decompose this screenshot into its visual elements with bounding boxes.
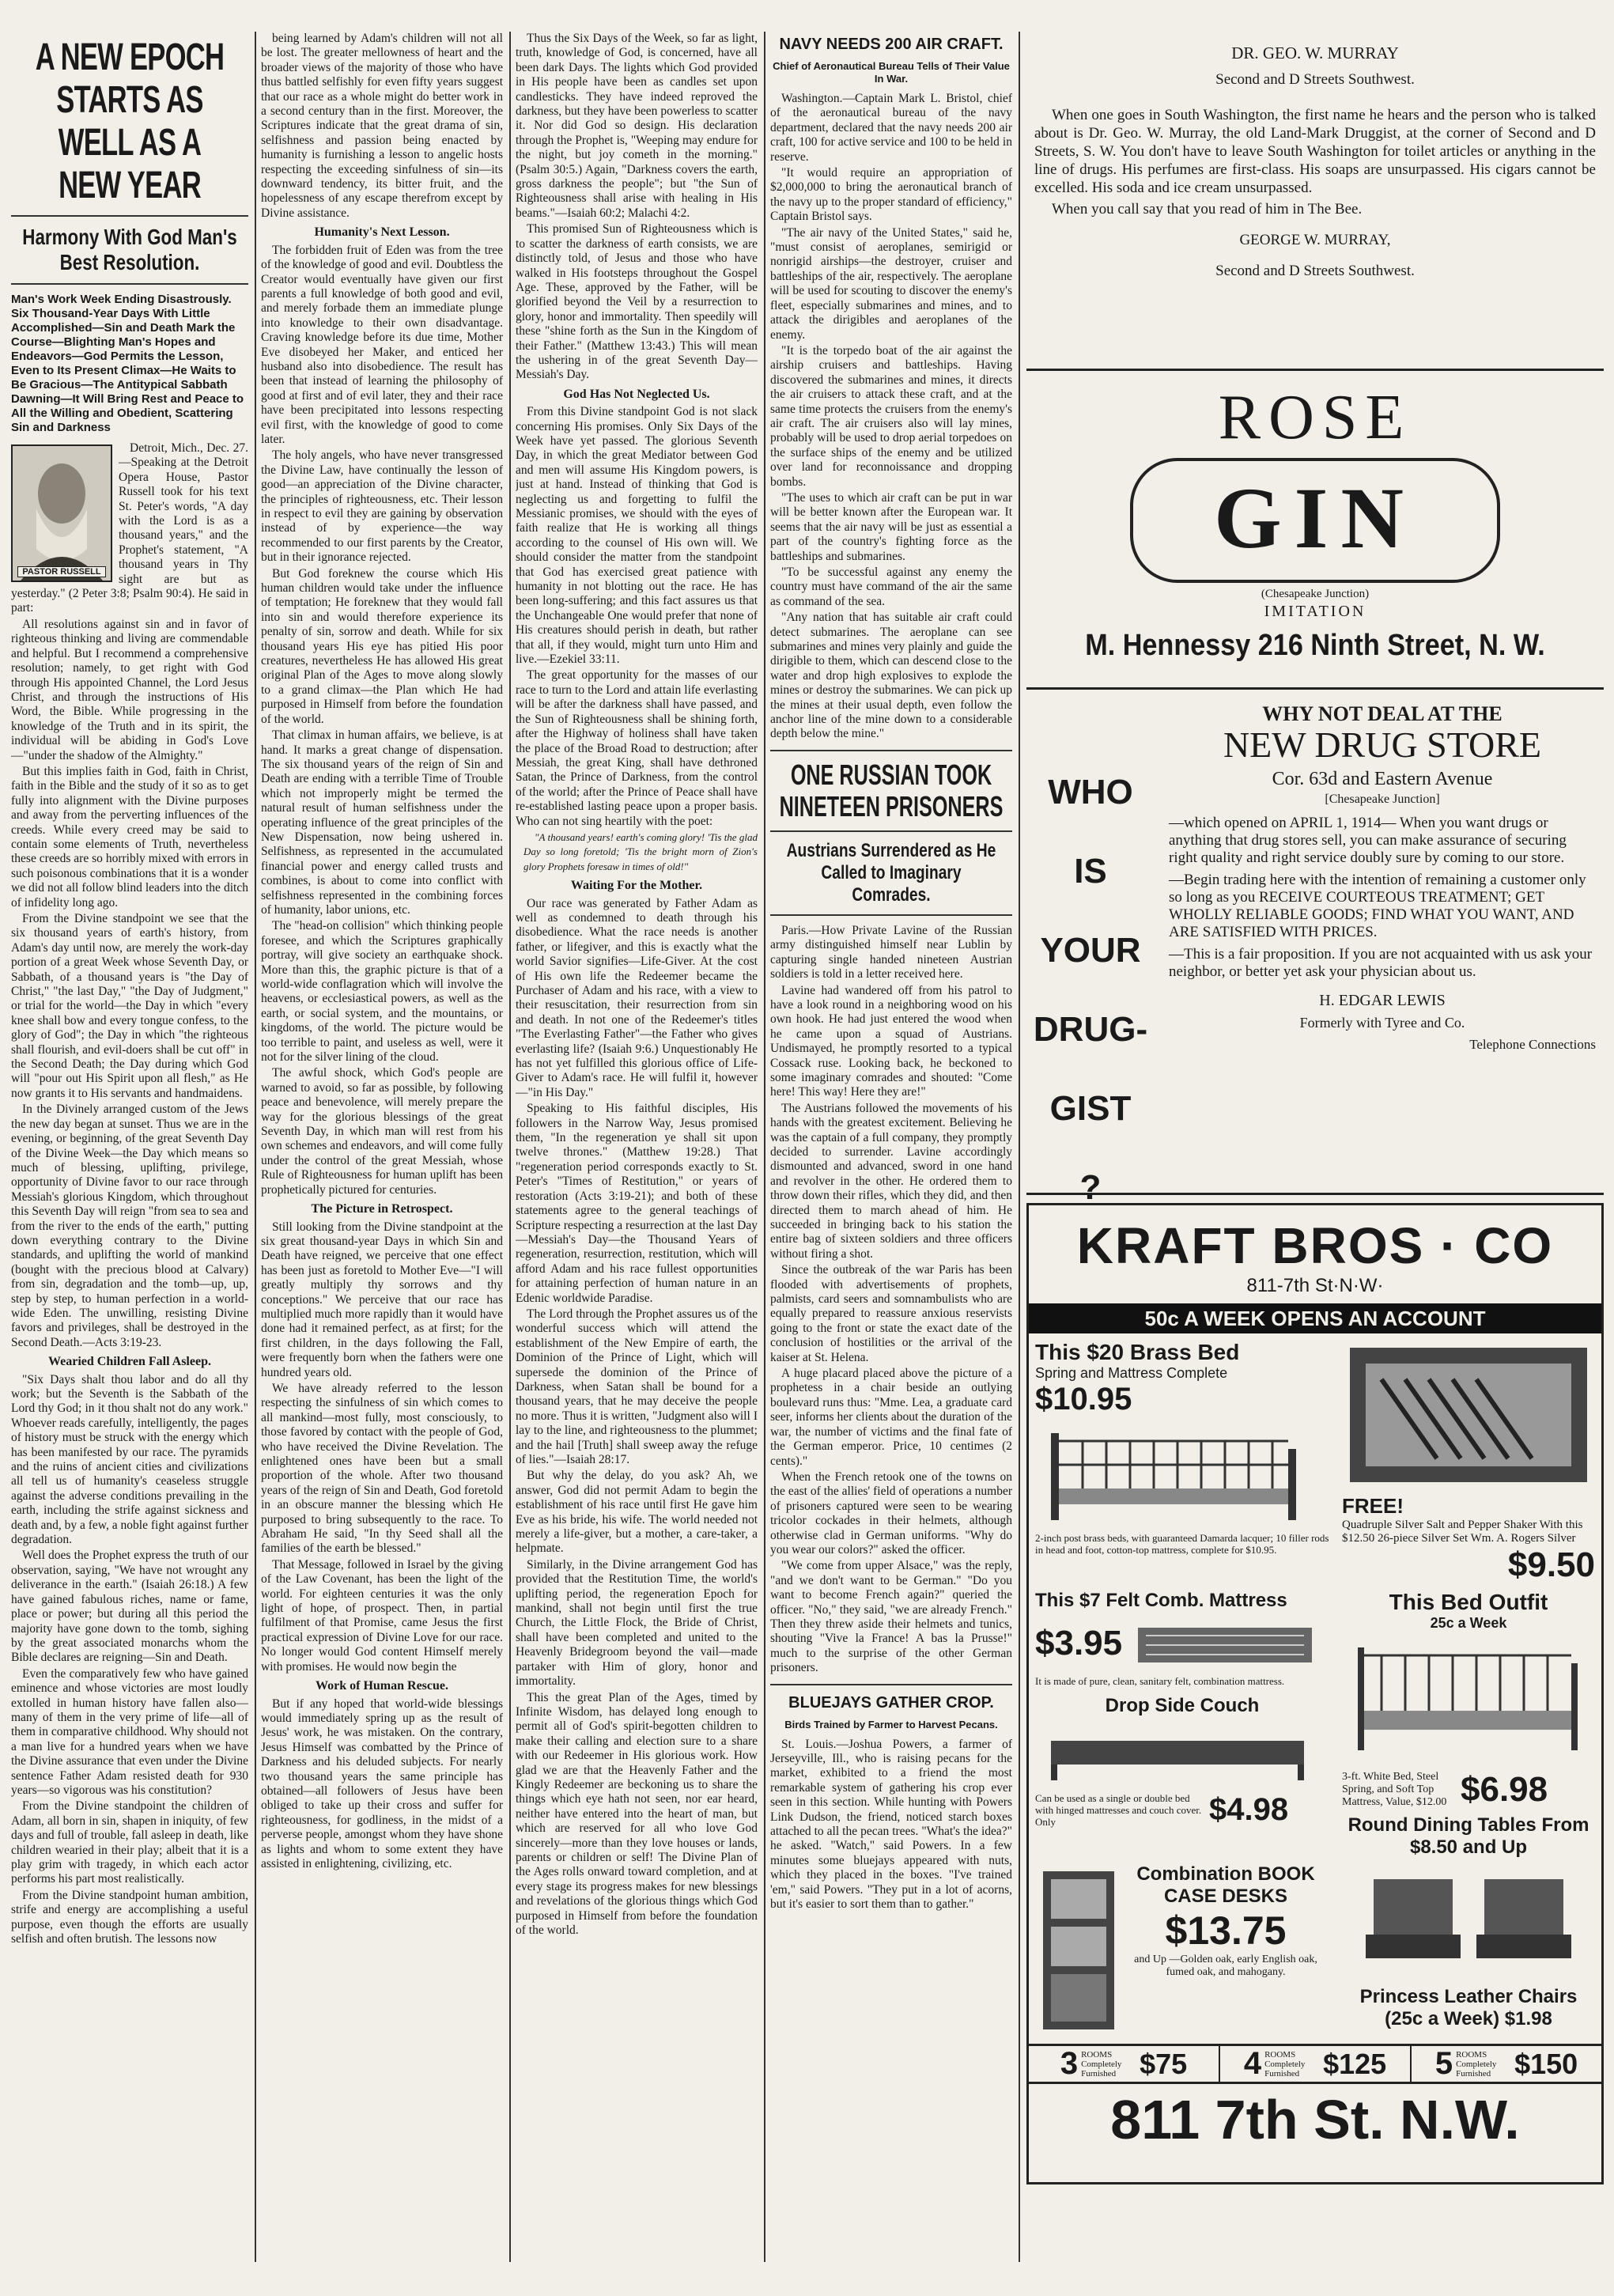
paragraph: "We come from upper Alsace," was the reply, "and we don't want to be German." "Do you want to become French again?" queried the officer. "No," they said, "we are already French." Then they threw aside their helmets and tunics, shouting "Vive la France! A bas la Prusse!" much to the surprise of the other German prisoners. [770,1559,1012,1675]
paragraph: The "head-on collision" which thinking people foresee, and which the Scriptures graphically portray, will give society an earthquake shock. More than this, the graphic picture is that of a world-wide conflagration which will involve the heavens, or ecclesiastical powers, as well as the earth, or social system, and the mountains, or kingdoms, of the world. The picture would be too terrible to paint, and useless as well, were it not for the silver lining of the cloud. [261,919,503,1065]
outfit-sub: 25c a Week [1430,1615,1507,1631]
kraft-chairs [1336,1863,1601,2037]
paragraph: "To be successful against any enemy the country must have command of the air the same as command of the sea. [770,565,1012,608]
ad-column [1026,32,1604,2270]
paragraph: The awful shock, which God's people are warned to avoid, so far as possible, by following peace and benevolence, will merely prepare the way for the glorious blessings of the great Seventh Day, in which man will rest from his own schemes and endeavors, and will come fully under the control of the great Messiah, whose Rule of Righteousness for human uplift has been prophetically pictured for centuries. [261,1066,503,1197]
paragraph: "Six Days shalt thou labor and do all thy work; but the Seventh is the Sabbath of the Lord thy God; in it thou shalt not do any work." Whoever reads carefully, intelligently, the pages of history must be struck with the energy which has been manifested by our race. The pyramids and the ruins of ancient cities and civilizations all tell us of humanity's ceaseless struggle against the adverse conditions prevailing in the earth, including the strife against sickness and death and, by a few, a noble fight against further degradation. [11,1372,248,1547]
outfit-title: This Bed Outfit [1389,1590,1548,1614]
paragraph: But God foreknew the course which His human children would take under the influence of temptation; He foreknew that they would fall into sin and would therefore experience its penalty of sin, sorrow and death. While for six thousand years His eye has pitied His poor creatures, nevertheless He has allowed His great original Plan of the Ages to move along slowly to a grand climax—the Plan which He had purposed in Himself from before the foundation of the world. [261,566,503,726]
chairs-title: Princess Leather Chairs (25c a Week) $1.98 [1359,1986,1578,2029]
kraft-address: 811-7th St·N·W· [1246,1275,1384,1296]
kraft-room-offer [1220,2046,1412,2082]
kraft-footer: 811 7th St. N.W. [1110,2089,1520,2150]
kraft-banner: 50c A WEEK OPENS AN ACCOUNT [1029,1303,1601,1333]
kraft-row-1 [1029,1340,1601,1585]
paragraph: The Lord through the Prophet assures us of the wonderful success which will attend the establishment of the New Empire of earth, the Dominion of the Prince of Light, which will supersede the dominion of the Prince of Darkness, when Satan shall be bound for a thousand years, that he may deceive the people no more. Thus it is written, "Judgment also will I lay to the line, and righteousness to the plummet; and the hail [Truth] shall sweep away the refuge of lies."—Isaiah 28:17. [516,1307,758,1466]
drug-left-word: GIST [1049,1089,1132,1128]
bed-title: This $20 Brass Bed [1035,1340,1240,1364]
kraft-bed-outfit [1336,1590,1601,1859]
paragraph: The Austrians followed the movements of his hands with the greatest excitement. Believing he was the captain of a full company, they promptly decided to surrender. Lavine accordingly dismounted and advanced, sword in one hand and revolver in the other. He ordered them to throw down their rifles, which they did, and then directed them to march ahead of him. He succeeded in bringing back to his station the entire bag of sixteen soldiers and three officers without firing a shot. [770,1101,1012,1261]
drug-left-word: DRUG- [1033,1010,1148,1049]
kraft-room-offer [1029,2046,1220,2082]
room-price: $75 [1140,2047,1188,2080]
headline-bluejays: BLUEJAYS GATHER CROP. [788,1693,994,1712]
kraft-bookcase [1029,1863,1336,2037]
paragraph: Well does the Prophet express the truth of our observation, saying, "We have not wrought any deliverance in the earth." (Isaiah 26:18.) A few have gained fabulous riches, name or fame, place or power; but during all this period the majority have gone down to the tomb, sighing by the great associated monarchs whom the Bible declares are reigning—Sin and Death. [11,1549,248,1665]
bed-price: $10.95 [1035,1382,1132,1417]
paragraph: When the French retook one of the towns on the east of the allies' field of operations a number of prisoners captured were seen to be wearing tricolor cockades in their helmets, although otherwise clad in German uniforms. "Why do you wear our colors?" asked the officer. [770,1470,1012,1557]
subheadline-navy: Chief of Aeronautical Bureau Tells of Their Value In War. [773,60,1010,85]
mattress-price: $3.95 [1035,1624,1123,1662]
paragraph: Our race was generated by Father Adam as well as condemned to death through his disobedience. What the race needs is another father, or lifegiver, and this is exactly what the world Savior signifies—Life-Giver. At the cost of His own life the Redeemer became the Purchaser of Adam and his race, with a view to their resuscitation, their resurrection from sin and death. In not one of the Redeemer's titles "The Everlasting Father"—the Father who gives everlasting life? (Isaiah 9:6.) Unquestionably He has not yet fulfilled this glorious office of Life-Giver to Adam's race. He will fulfil it, however—"in His Day." [516,896,758,1099]
subhead: Work of Human Rescue. [316,1679,448,1693]
paragraph: Detroit, Mich., Dec. 27.—Speaking at the Detroit Opera House, Pastor Russell took for his text St. Peter's words, "A day with the Lord is as a thousand years," and the Prophet's statement, "A thousand years in Thy sight are but as yesterday." (2 Peter 3:8; Psalm 90:4). He said in part: [11,441,248,615]
murray-signature: GEORGE W. MURRAY, [1239,232,1391,248]
room-count: 3 [1060,2046,1079,2081]
paragraph: But if any hoped that world-wide blessings would immediately spring up as the result of Jesus' work, he was mistaken. On the contrary, Jesus Himself was combatted by the Prince of Darkness and his deluded subjects. For nearly two thousand years the same principle has obtained—all followers of Jesus have been obliged to take up their cross and suffer for righteousness, for godliness, in the midst of a perverse people, amongst whom they have shone as lights and whom to some extent they have assisted in enlightening, civilizing, etc. [261,1696,503,1870]
murray-body: When one goes in South Washington, the first name he hears and the person who is talked about is Dr. Geo. W. Murray, the old Land-Mark Druggist, at the corner of Second and D Streets, S. W. You don't have to leave South Washington for toilet articles or anything in the line of drugs. His perfumes are first-class. His soaps are unsurpassed. His cigars cannot be excelled. His soda and ice cream unsurpassed. [1034,107,1596,196]
room-price: $125 [1323,2047,1387,2080]
paragraph: A huge placard placed above the picture of a prophetess in a chair beside an outlying boulevard runs thus: "Mme. Lea, a graduate card seer, informs her clients about the duration of the war, the number of victims and the final fate of the German emperor. Price, 10 centimes (2 cents)." [770,1367,1012,1468]
silver-desc: Quadruple Silver Salt and Pepper Shaker With this $12.50 26-piece Silver Set Wm. A. Rogers Silver [1342,1519,1583,1545]
bookcase-price: $13.75 [1165,1908,1287,1953]
paragraph: That climax in human affairs, we believe, is at hand. It marks a great change of dispensation. The six thousand years of the reign of Sin and Death are ending with a terrible Time of Trouble which not improperly might be termed the natural result of human selfishness under the operating influence of the great principles of the New Dispensation, now being ushered in. Selfishness, as represented in the accumulated financial power and energy called trusts and combines, is about to come into conflict with selfishness represented in the combining forces of humanity, labor unions, etc. [261,728,503,917]
kraft-silver [1336,1340,1601,1585]
murray-ad [1026,32,1604,357]
chairs-illustration [1342,1863,1595,1982]
murray-signature-address: Second and D Streets Southwest. [1215,263,1415,279]
paragraph: "It is the torpedo boat of the air against the airship cruisers and battleships. Having discovered the submarines and mines, it directs the air cruisers to attack these craft, and at the same time protects the cruisers from the enemy's air craft. The air cruisers also will lay mines, probably will be used to drop aerial torpedoes on the surface ships of the enemy and be utilized over land for reconnoissance and dropping bombs. [770,343,1012,489]
paragraph: Even the comparatively few who have gained eminence and whose victories are most loudly extolled in human history have fallen also—many of them in the very prime of life—all of them in comparative childhood. Why should not a man live for a hundred years when we have the Divine assurance that even under the Divine sentence Father Adam resisted death for 930 years—so vigorous was his constitution? [11,1666,248,1797]
bed-desc: 2-inch post brass beds, with guaranteed Damarda lacquer; 10 filler rods in head and foot, cotton-top mattress, complete for $10.95. [1035,1532,1329,1556]
article-body-col1 [11,441,248,1946]
tables-title: Round Dining Tables From $8.50 and Up [1348,1814,1589,1858]
subhead: Humanity's Next Lesson. [314,225,450,240]
paragraph: The forbidden fruit of Eden was from the tree of the knowledge of good and evil. Doubtless the Creator would eventually have given our first parents a full knowledge of both good and evil, and merely forbade them an immediate plunge into knowledge to their own disadvantage. Craving knowledge before its due time, Mother Eve disobeyed her Maker, and enticed her husband also into disobedience. The result has been that instead of learning the philosophy of good at first and of evil later, they and their race have been precipitated into lessons respecting evil first, with the knowledge of good to come later. [261,243,503,446]
headline-new-epoch: A NEW EPOCH STARTS AS WELL AS A NEW YEAR [35,36,225,206]
paragraph: "Any nation that has suitable air craft could detect submarines. The aeroplane can see submarines and mines very plainly and guide the dirigible to them, which can descend close to the water and drop high explosives to explode the mines or destroy the submarines. We can pick up the mines at their usual depth, even follow the anchor line of the mine down to a considerable depth below the mine." [770,611,1012,741]
couch-title: Drop Side Couch [1105,1695,1260,1716]
paragraph: Similarly, in the Divine arrangement God has provided that the Restitution Time, the world's uplifting period, the regeneration Epoch for mankind, shall not begin until first the true Church, the Little Flock, the Bride of Christ, shall have been completed and united to the Heavenly Bridegroom beyond the vail—made partaker with Him of glory, honor and immortality. [516,1557,758,1689]
drug-address: Cor. 63d and Eastern Avenue [1272,769,1493,789]
murray-address: Second and D Streets Southwest. [1215,71,1415,88]
paragraph: From the Divine standpoint the children of Adam, all born in sin, shapen in iniquity, of few days and full of trouble, fall asleep in death, like children wearied in their play; albeit that it is a play grim with tragedy, in which each actor performs his part most realistically. [11,1799,248,1886]
drug-left-word: IS [1074,852,1107,891]
silver-price: $9.50 [1507,1545,1595,1584]
room-label: ROOMS Completely Furnished [1456,2049,1497,2079]
murray-name: DR. GEO. W. MURRAY [1231,43,1399,62]
bookcase-desc: and Up —Golden oak, early English oak, fumed oak, and mahogany. [1134,1954,1317,1978]
paragraph: being learned by Adam's children will not all be lost. The greater mellowness of heart and the broader views of the majority of those who have thus battled selfishly for even fifty years suggest that our race as a whole might do better work in a second century than in the first. Moreover, the Scriptures indicate that the great drama of sin, selfishness and passion being enacted by humanity is furnishing a lesson to angelic hosts respecting the exceeding sinfulness of sin—its downward tendency, its bitter fruit, and the hopelessness of any escape therefrom except by Divine assistance. [261,32,503,220]
silver-set-illustration [1342,1340,1595,1490]
gin-maker: (Chesapeake Junction) [1261,588,1370,600]
room-price: $150 [1514,2047,1578,2080]
paragraph: St. Louis.—Joshua Powers, a farmer of Jerseyville, Ill., who is raising pecans for the market, exhibited to a friend the most remarkable system of gathering his crop ever seen in this section. While hunting with Powers Link Dudson, the friend, noticed starch boxes attached to all the pecan trees. "What's the idea?" he asked. "Watch," said Powers. In a few minutes some bluejays appeared with nuts, which they placed in the boxes. "I've trained 'em," said Powers. "They put in a lot of acorns, but it's easier to sort them than to gather." [770,1737,1012,1912]
drug-left-word: YOUR [1040,931,1141,970]
column-2 [261,32,503,2270]
headline-russian: ONE RUSSIAN TOOK NINETEEN PRISONERS [779,758,1004,823]
who-is-your-druggist [1031,753,1150,1227]
subhead: The Picture in Retrospect. [311,1202,453,1216]
column-1 [11,32,248,2270]
drug-left-word: ? [1079,1168,1102,1207]
paragraph: But this implies faith in God, faith in Christ, faith in the Bible and the study of it so as to get fully into alignment with the Divine purposes and away from the perverting influences of the creeds. While every creed may be said to contain some elements of Truth, nevertheless these creeds are so horribly mixed with errors in such poisonous combinations that it is a wonder we did not all follow blind leaders into the ditch of infidelity long ago. [11,764,248,910]
paragraph: "The uses to which air craft can be put in war will be better known after the European war. It seems that the air navy will be just as essential a part of the country's fighting force as the battleships and submarines. [770,490,1012,563]
paragraph: Lavine had wandered off from his patrol to have a look round in a neighboring wood on his own hook. He had just entered the wood when he came upon a squad of Austrians. Undismayed, he promptly resorted to a typical Cossack ruse. Looking back, he beckoned to some imaginary comrades and shouted: "Come here! This way! Here they are!" [770,983,1012,1099]
subheadline-bluejays: Birds Trained by Farmer to Harvest Pecans. [784,1718,998,1731]
article-summary: Man's Work Week Ending Disastrously. Six Thousand-Year Days With Little Accomplished—Sin and Death Mark the Course—Blighting Man's Hopes and Endeavors—God Permits the Lesson, Even to Its Present Climax—He Waits to Be Gracious—The Antitypical Sabbath Dawning—It Will Bring Rest and Peace to All the Willing and Obedient, Scattering Sin and Darkness [11,293,244,434]
gin-title: GIN [1214,470,1416,566]
subheadline-russian: Austrians Surrendered as He Called to Imaginary Comrades. [786,839,996,906]
column-4 [770,32,1012,2270]
room-count: 4 [1243,2046,1262,2081]
outfit-price: $6.98 [1461,1770,1548,1809]
mattress-title: This $7 Felt Comb. Mattress [1035,1590,1287,1611]
paragraph: Speaking to His faithful disciples, His followers in the Narrow Way, Jesus promised them, "In the regeneration ye shall sit upon twelve thrones." (Matthew 19:28.) That "regeneration period corresponds exactly to St. Peter's "Times of Restitution," or years of restoration (Acts 3:19-21); and both of these statements agree to the general teachings of Scripture respecting a resurrection at the last Day—Messiah's Day—the Thousand Years of regeneration, resurrection, restitution, which will afford Adam and his race fullest opportunities for attaining perfection of human nature in an Edenic worldwide Paradise. [516,1102,758,1305]
subhead: Waiting For the Mother. [570,879,703,893]
paragraph: From this Divine standpoint God is not slack concerning His promises. Only Six Days of the Week have yet passed. The glorious Seventh Day, in which the great Mediator between God and men will assume His Kingdom powers, is just at hand. Instead of thinking that God is neglecting us and forgetting to fulfil the Messianic promises, we should with the eyes of faith realize that He is working all things according to the counsel of His own will. We should consider the matter from the standpoint that God has exercised great patience with humanity in not blotting out the race. He has been long-suffering; and this fact assures us that the Unchangeable One would prefer that none of His creatures should perish in death, but rather that all, if they would, might turn unto Him and live.—Ezekiel 33:11. [516,405,758,667]
kraft-row-3 [1029,1863,1601,2037]
silver-free: FREE! [1342,1494,1404,1518]
paragraph: Still looking from the Divine standpoint at the six great thousand-year Days in which Sin and Death have reigned, we perceive that one effect has been just as foretold to Mother Eve—"I will greatly multiply thy sorrows and thy conceptions." We perceive that our race has multiplied much more rapidly than it would have done had it remained perfect, as at first; for the first children, in the days following the Fall, were frequently born when the fathers were one hundred years old. [261,1220,503,1379]
mattress-illustration [1130,1612,1320,1675]
paragraph: We have already referred to the lesson respecting the sinfulness of sin which comes to all mankind—most fully, most consciously, to those favored by contact with the people of God, who have received the Divine Revelation. The enlightened ones have been but a small proportion of the whole. After two thousand years of the reign of Sin and Death, God foretold in an obscure manner the blessing which He purposed to bring subsequently to the race. To Abraham He said, "In thy Seed shall all the families of the earth be blessed." [261,1381,503,1556]
rose-title: ROSE [1218,383,1412,452]
paragraph: All resolutions against sin and in favor of righteous thinking and living are commendable and helpful. But I recommend a comprehensive resolution; namely, to get right with God through His appointed Channel, the Lord Jesus Christ, and through the instructions of His Word, the Bible. While progressing in the knowledge of the Truth and in its spirit, the individual will be abiding in God's Love—"under the shadow of the Almighty." [11,617,248,762]
portrait-illustration [13,446,111,581]
headline-navy: NAVY NEEDS 200 AIR CRAFT. [779,36,1004,53]
paragraph: From the Divine standpoint human ambition, strife and energy are accomplishing a useful purpose, even though the efforts are usually selfish and often brutish. The lessons now [11,1888,248,1946]
paragraph: This the great Plan of the Ages, timed by Infinite Wisdom, has delayed long enough to permit all of God's spirit-begotten children to make their calling and election sure to a share with our Redeemer in His glorious work. How glad we are that the Heavenly Father and the Kingly Redeemer are beckoning us to share the things which eye hath not seen, nor ear heard, neither have entered into the heart of man, but which are reserved for all who love God sincerely—more than they love houses or lands, parents or children or self! The Divine Plan of the Ages rolls onward toward completion, and at every stage its progress makes for new blessings and revelations of the glorious things which God purposed in Himself from before the foundation of the world. [516,1690,758,1937]
paragraph: The holy angels, who have never transgressed the Divine Law, have continually the lesson of good—an appreciation of the Divine character, the principles of righteousness, etc. Their lesson in respect to evil they are gaining by observation instead of by experience—the way recommended to our first parents by the Creator, but in their ignorance rejected. [261,448,503,565]
bookcase-title: Combination BOOK CASE DESKS [1136,1863,1315,1907]
drug-left-word: WHO [1048,773,1133,811]
paragraph: From the Divine standpoint we see that the six thousand years of earth's history, from Adam's day until now, are merely the work-day portion of a great Week whose Seventh Day, or Sabbath, of a thousand years is "the Day of Christ," "the last Day," "the Day of Judgment," or trial for the world—the Day in which "every knee shall bow and every tongue confess, to the glory of God"; the Day in which "the righteous shall flourish, and evil-doers shall be cut off" in the Second Death; the Day during which God will "pour out His Spirit upon all flesh," as He now grants it to His servants and handmaidens. [11,912,248,1100]
drug-top: WHY NOT DEAL AT THE [1262,702,1502,725]
paragraph: In the Divinely arranged custom of the Jews the new day began at sunset. Thus we are in the evening, or beginning, of the great Seventh Day of the Divine Week—the Day which means so much of blessing, uplifting, privilege, opportunity of Divine favor to our race through Messiah's glorious Kingdom, which throughout this Seventh Day will reign "from sea to sea and from the river to the ends of the earth," putting down everything contrary to the Divine standards, and uplifting the world of mankind (bought with the precious blood at Calvary) from sin, degradation and the tomb—up, up, step by step, to human perfection in a world-wide Eden. The unwilling, resisting Divine favors and privileges, shall be destroyed in the Second Death.—Acts 3:19-23. [11,1103,248,1349]
room-label: ROOMS Completely Furnished [1081,2049,1122,2079]
kraft-room-offer [1412,2046,1601,2082]
paragraph: That Message, followed in Israel by the giving of the Law Covenant, has been the light of the world. For eighteen centuries it was the only light of hope, of prospect. Then, in partial fulfilment of that Promise, came Jesus the first practical expression of Divine Love for our race. No longer would God content Himself merely with promises. He would now begin the [261,1557,503,1674]
kraft-rooms [1029,2044,1601,2084]
bookcase-illustration [1035,1863,1122,2037]
paragraph: This promised Sun of Righteousness which is to scatter the darkness of earth consists, we are distinctly told, of Jesus and those who have walked in His footsteps throughout the Gospel Age. These, approved by the Father, will be glorified beyond the Veil by a resurrection to glory, honor and immortality. Then speedily will these "shine forth as the Sun in the Kingdom of their Father." (Matthew 13:43.) This will mean the ushering in of the great Seventh Day—Messiah's Day. [516,222,758,382]
kraft-mattress [1029,1590,1336,1859]
bed-outfit-illustration [1342,1632,1595,1766]
paragraph: "The air navy of the United States," said he, "must consist of aeroplanes, semirigid or nonrigid airships—the destroyer, cruiser and battleships of the air, respectively. The aeroplane will be used for scouting to discover the enemy's fleet, especially submarines and mines, and to attack the dirigibles and aeroplanes of the enemy. [770,225,1012,342]
kraft-name: KRAFT BROS · CO [1076,1217,1554,1274]
drug-bracket: [Chesapeake Junction] [1325,792,1440,806]
drug-p3: —This is a fair proposition. If you are not acquainted with us ask your neighbor, or better yet ask your physician about us. [1169,946,1593,980]
room-label: ROOMS Completely Furnished [1264,2049,1306,2079]
paragraph: But why the delay, do you ask? Ah, we answer, God did not permit Adam to begin the establishment of his race until first He gave him Eve as his bride, his wife. The world needed not merely a life-giver, but a mother, a care-taker, a helpmate. [516,1469,758,1556]
gin-label [1130,458,1500,583]
outfit-desc: 3-ft. White Bed, Steel Spring, and Soft Top Mattress, Value, $12.00 [1342,1771,1447,1808]
drug-formerly: Formerly with Tyree and Co. [1299,1015,1465,1031]
drug-right-text [1169,702,1596,1053]
murray-closing: When you call say that you read of him in The Bee. [1052,201,1363,217]
drug-p2: —Begin trading here with the intention of remaining a customer only so long as you RECEIVE COURTEOUS TREATMENT; GET WHOLLY RELIABLE GOODS; FIND WHAT YOU WANT, AND ARE SATISFIED WITH PRICES. [1169,872,1586,940]
paragraph: Paris.—How Private Lavine of the Russian army distinguished himself near Lublin by capturing single handed nineteen Austrian soldiers is told in a letter received here. [770,923,1012,982]
rose-gin-ad [1026,382,1604,683]
paragraph: Washington.—Captain Mark L. Bristol, chief of the aeronautical bureau of the navy department, declared that the navy needs 200 air craft, 100 for active service and 100 to be held in reserve. [770,92,1012,164]
column-3 [516,32,758,2270]
poem: "A thousand years! earth's coming glory! 'Tis the glad Day so long foretold; 'Tis the bright morn of Zion's glory Prophets foresaw in times of old!" [524,830,758,872]
gin-seller: M. Hennessy 216 Ninth Street, N. W. [1085,629,1545,662]
paragraph: Since the outbreak of the war Paris has been flooded with advertisements of prophets, palmists, card seers and somnambulists who are equally prepared to reassure anxious reservists going to the front or state the exact date of the conclusion of hostilities or the arrival of the kaiser at St. Helena. [770,1263,1012,1364]
bed-sub: Spring and Mattress Complete [1035,1365,1228,1381]
couch-desc: Can be used as a single or double bed with hinged mattresses and couch cover. Only [1035,1792,1202,1828]
gin-imitation: IMITATION [1264,603,1366,620]
couch-price: $4.98 [1209,1792,1289,1827]
kraft-bros-ad [1026,1203,1604,2184]
mattress-desc: It is made of pure, clean, sanitary felt, combination mattress. [1035,1675,1285,1687]
drug-phone: Telephone Connections [1469,1037,1596,1052]
deck-harmony: Harmony With God Man's Best Resolution. [22,225,237,274]
brass-bed-illustration [1035,1417,1320,1528]
portrait-caption: PASTOR RUSSELL [17,566,106,577]
paragraph: Thus the Six Days of the Week, so far as light, truth, knowledge of God, is concerned, have all been dark Days. The lights which God provided in His people have been as candles set upon candlesticks. They have indeed reproved the darkness, but they have been powerless to scatter it. Nor did God so design. His declaration through the Prophet is, "Weeping may endure for the night, but joy cometh in the morning." (Psalm 30:5.) Again, "Darkness covers the earth, gross darkness the people"; but "the Sun of Righteousness shall arise with healing in His beams."—Isaiah 60:2; Malachi 4:2. [516,32,758,220]
drug-store-name: NEW DRUG STORE [1223,724,1542,765]
pastor-portrait [11,444,112,582]
kraft-row-2 [1029,1590,1601,1859]
subhead: Wearied Children Fall Asleep. [48,1355,211,1369]
paragraph: "It would require an appropriation of $2,000,000 to bring the aeronautical branch of the navy up to the proper standard of efficiency," Captain Bristol says. [770,166,1012,224]
kraft-brass-bed [1029,1340,1336,1585]
paragraph: The great opportunity for the masses of our race to turn to the Lord and attain life everlasting will be after the darkness shall have passed, and the Sun of Righteousness shall be shining forth, after the Highway of holiness shall have taken the place of the Broad Road to destruction; after Messiah, the great King, shall have dethroned Satan, the Prince of Darkness, from the control of the world; after the Prince of Peace shall have re-established lasting peace upon a proper basis. Who can not sing heartily with the poet: [516,668,758,828]
couch-illustration [1035,1717,1320,1788]
drug-proprietor: H. EDGAR LEWIS [1319,992,1446,1009]
drug-store-ad [1026,698,1604,1207]
drug-p1: —which opened on APRIL 1, 1914— When you want drugs or anything that drug stores sell, you can make assurance of securing right quality and right service doubly sure by coming to our store. [1169,815,1567,866]
subhead: God Has Not Neglected Us. [563,387,710,401]
room-count: 5 [1434,2046,1453,2081]
